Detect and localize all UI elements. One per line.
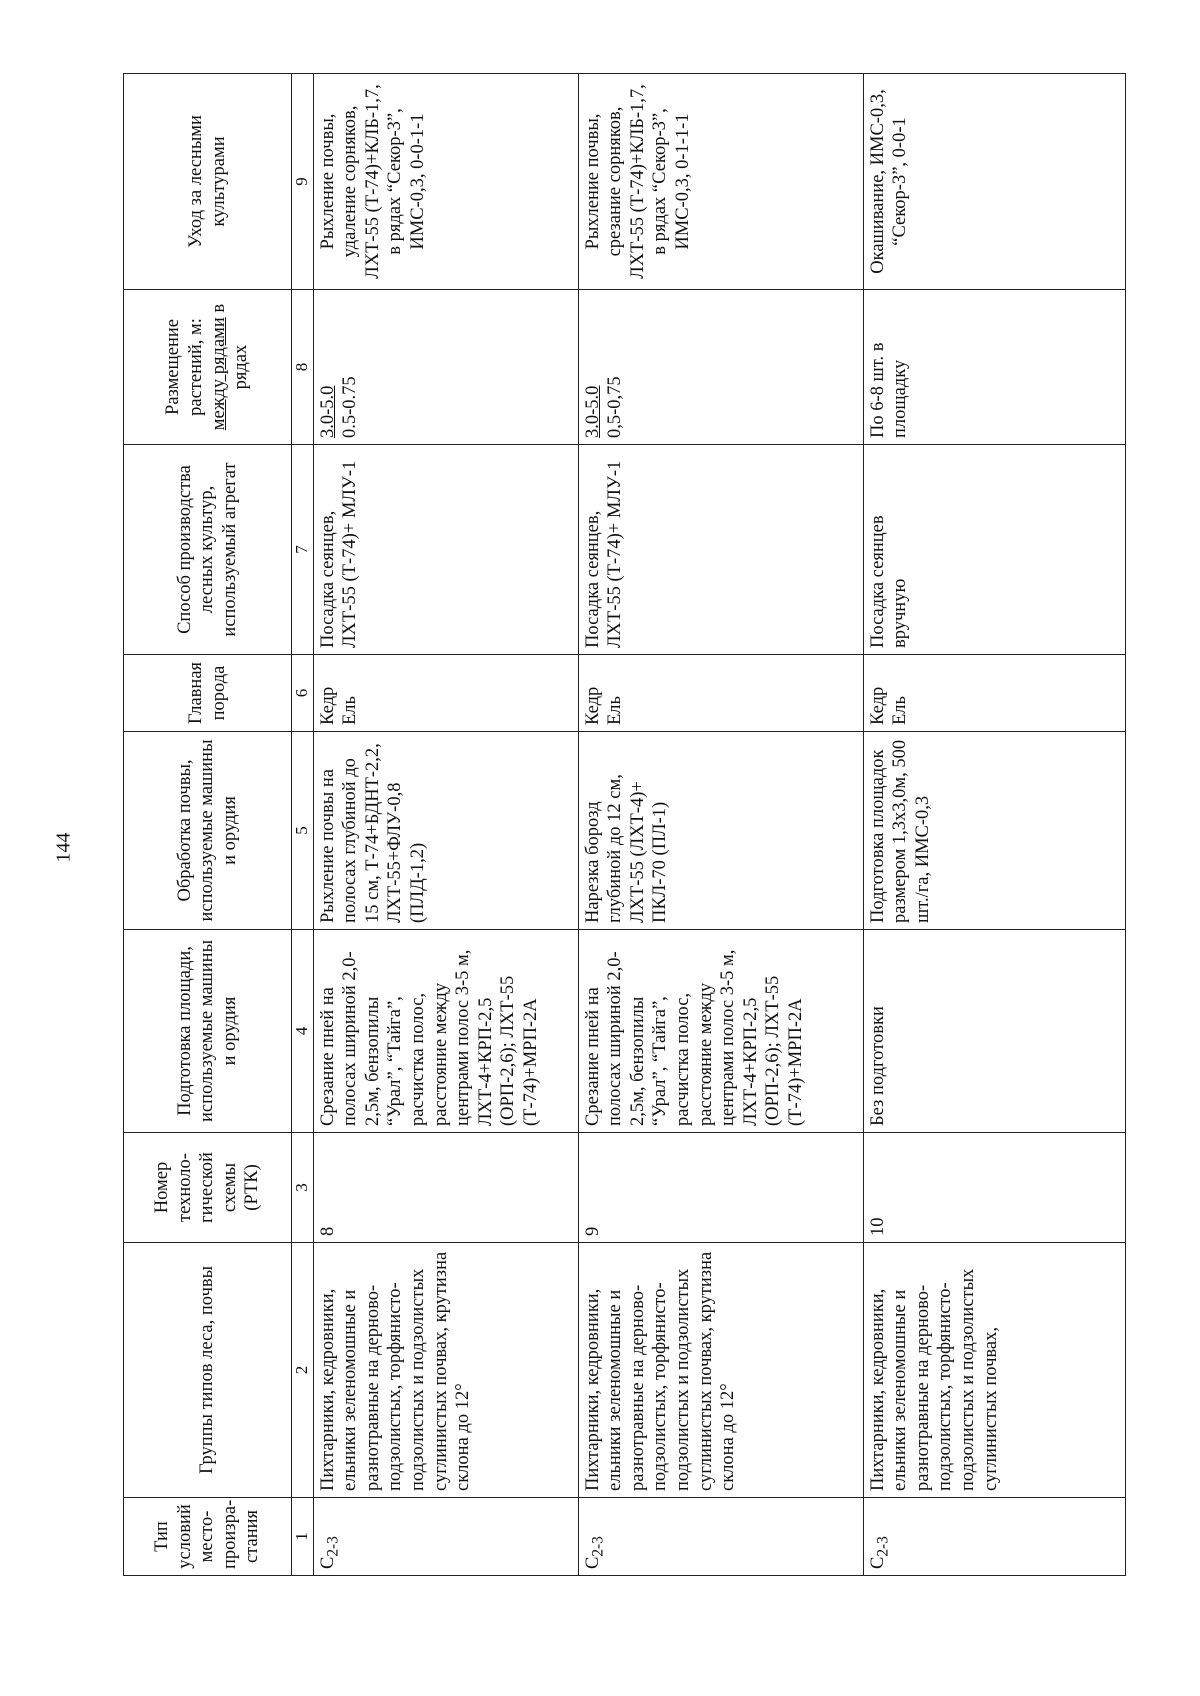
type-sub: 2-3 [324,1536,342,1557]
species-item: Ель [890,696,911,725]
header-soil: Обработка почвы, используемые машины и орудия [124,732,292,930]
species-item: Кедр [582,686,603,725]
spacing-in: 0,5-0,75 [605,376,626,438]
forest-culture-table [123,73,1126,1576]
cell-soil: Нарезка борозд глубиной до 12 см, ЛХТ-55 (ЛХТ-4)+ ПКЛ-70 (ПЛ-1) [578,732,863,930]
cell-spacing [578,290,863,445]
cell-soil: Рыхление почвы на полосах глубиной до 15 см, Т-74+БДНТ-2,2, ЛХТ-55+ФЛУ-0,8 (ПЛД-1,2) [313,732,578,930]
table-row [863,74,1125,1576]
cell-spacing [313,290,578,445]
column-number: 9 [292,74,314,290]
cell-rtk: 8 [313,1133,578,1243]
type-sub: 2-3 [589,1536,607,1557]
header-spacing-pre: Размещение растений, м: [163,318,206,416]
column-number-row [292,74,314,1576]
cell-groups: Пихтарники, кедровники, ельники зеленомошные и разнотравные на дерново-подзолистых, торфянисто-подзолистых и подзолистых суглинистых почвах, [863,1243,1125,1498]
cell-groups: Пихтарники, кедровники, ельники зеленомошные и разнотравные на дерново-подзолистых, торфянисто-подзолистых и подзолистых суглинистых почвах, крутизна склона до 12° [578,1243,863,1498]
cell-type [313,1498,578,1576]
type-base: С [582,1556,603,1569]
cell-type [863,1498,1125,1576]
cell-method: Посадка сеянцев, ЛХТ-55 (Т-74)+ МЛУ-1 [313,445,578,655]
header-row [124,74,292,1576]
header-spacing [124,290,292,445]
species-item: Кедр [867,686,888,725]
type-base: С [867,1556,888,1569]
cell-care: Рыхление почвы, срезание сорняков, ЛХТ-55 (Т-74)+КЛБ-1,7, в рядах “Секор-3”, ИМС-0,3, 0-1-1-1 [578,74,863,290]
cell-rtk: 10 [863,1133,1125,1243]
column-number: 4 [292,930,314,1133]
column-number: 3 [292,1133,314,1243]
cell-prep: Без подготовки [863,930,1125,1133]
cell-species [578,655,863,732]
species-item: Ель [340,696,361,725]
header-type: Тип условий место-произра-стания [124,1498,292,1576]
cell-care: Окашивание, ИМС-0,3, “Секор-3”, 0-0-1 [863,74,1125,290]
cell-rtk: 9 [578,1133,863,1243]
column-number: 5 [292,732,314,930]
column-number: 1 [292,1498,314,1576]
species-item: Ель [605,696,626,725]
cell-groups: Пихтарники, кедровники, ельники зеленомошные и разнотравные на дерново-подзолистых, торфянисто-подзолистых и подзолистых суглинистых почвах, крутизна склона до 12° [313,1243,578,1498]
cell-method: Посадка сеянцев, ЛХТ-55 (Т-74)+ МЛУ-1 [578,445,863,655]
cell-care: Рыхление почвы, удаление сорняков, ЛХТ-55 (Т-74)+КЛБ-1,7, в рядах “Секор-3”, ИМС-0,3, 0-0-1-1 [313,74,578,290]
rotated-table-container [123,74,1123,1576]
header-spacing-post: в рядах [208,303,252,390]
header-care: Уход за лесными культурами [124,74,292,290]
header-method: Способ производства лесных культур, используемый агрегат [124,445,292,655]
cell-soil: Подготовка площадок размером 1,3х3,0м, 500 шт./га, ИМС-0,3 [863,732,1125,930]
cell-prep: Срезание пней на полосах шириной 2,0-2,5м, бензопилы “Урал”, “Тайга”, расчистка полос, расстояние между центрами полос 3-5 м, ЛХТ-4+КРП-2,5 (ОРП-2,6); ЛХТ-55 (Т-74)+МРП-2А [578,930,863,1133]
header-spacing-underlined: между рядами [208,317,229,431]
cell-species [863,655,1125,732]
spacing-in: 0.5-0.75 [340,376,361,438]
type-sub: 2-3 [874,1536,892,1557]
cell-species [313,655,578,732]
species-item: Кедр [317,686,338,725]
cell-type [578,1498,863,1576]
header-groups: Группы типов леса, почвы [124,1243,292,1498]
cell-method: Посадка сеянцев вручную [863,445,1125,655]
type-base: С [317,1556,338,1569]
table-row [313,74,578,1576]
column-number: 2 [292,1243,314,1498]
spacing-between: 3.0-5.0 [317,385,338,438]
column-number: 7 [292,445,314,655]
cell-prep: Срезание пней на полосах шириной 2,0-2,5м, бензопилы “Урал”, “Тайга”, расчистка полос, расстояние между центрами полос 3-5 м, ЛХТ-4+КРП-2,5 (ОРП-2,6); ЛХТ-55 (Т-74)+МРП-2А [313,930,578,1133]
spacing-between: 3.0-5.0 [582,385,603,438]
cell-spacing: По 6-8 шт. в площадку [863,290,1125,445]
header-rtk: Номер техноло-гической схемы (РТК) [124,1133,292,1243]
column-number: 8 [292,290,314,445]
column-number: 6 [292,655,314,732]
page-number: 144 [52,832,75,863]
header-species: Главная порода [124,655,292,732]
header-prep: Подготовка площади, используемые машины и орудия [124,930,292,1133]
table-row [578,74,863,1576]
